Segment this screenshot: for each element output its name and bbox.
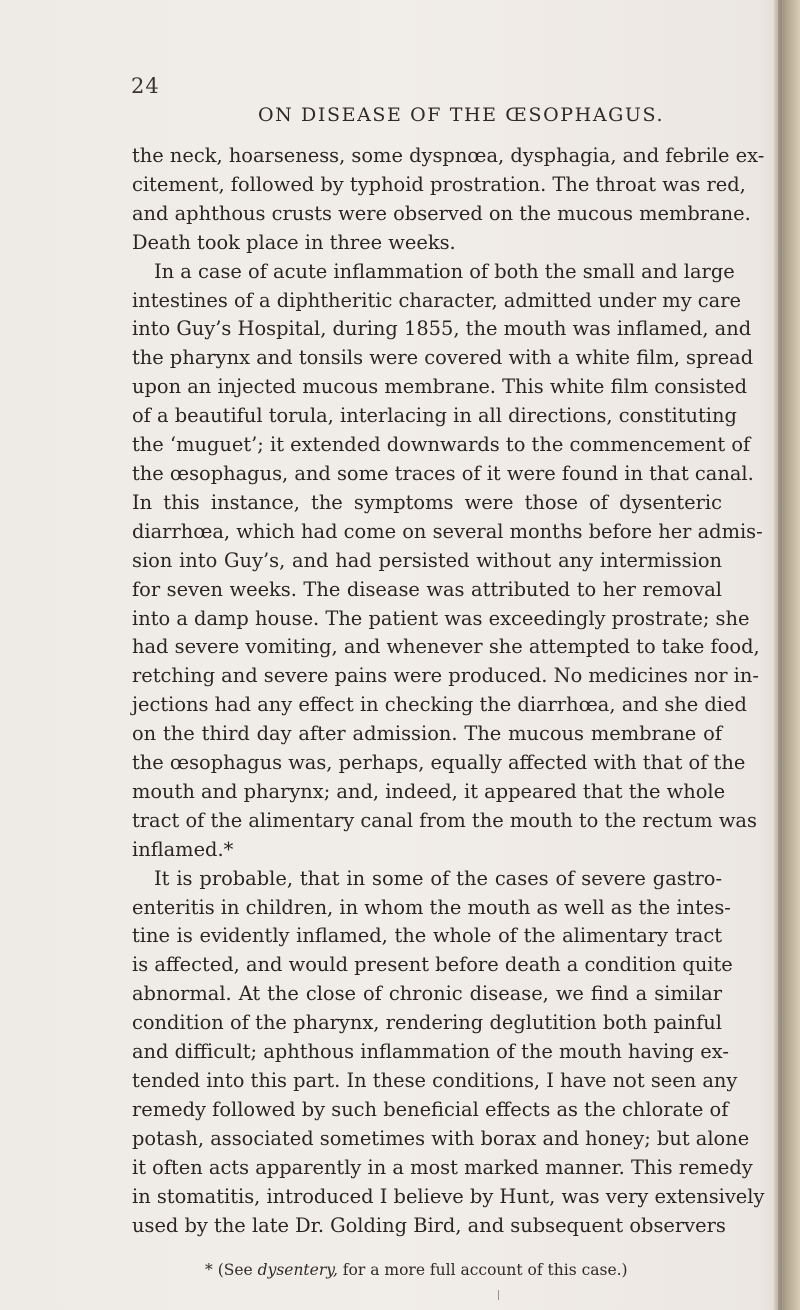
text-line: citement, followed by typhoid prostration. The throat was red, — [132, 172, 746, 196]
text-line: jections had any effect in checking the diarrhœa, and she died — [132, 693, 747, 717]
text-line: diarrhœa, which had come on several months before her admis- — [132, 519, 763, 543]
text-line: In a case of acute inflammation of both the small and large — [154, 259, 735, 283]
text-line: the neck, hoarseness, some dyspnœa, dysphagia, and febrile ex- — [132, 144, 765, 167]
binding-shadow — [778, 0, 782, 1310]
footnote-marker: * — [205, 1261, 213, 1279]
text-line: for seven weeks. The disease was attributed to her removal — [132, 577, 722, 601]
text-line: sion into Guy’s, and had persisted without any intermission — [132, 548, 722, 572]
text-line: is affected, and would present before death a condition quite — [132, 953, 733, 977]
print-mark — [498, 1290, 499, 1300]
text-line: used by the late Dr. Golding Bird, and subsequent observers — [132, 1213, 726, 1237]
text-line: and difficult; aphthous inflammation of the mouth having ex- — [132, 1040, 729, 1064]
text-line: mouth and pharynx; and, indeed, it appeared that the whole — [132, 779, 726, 803]
text-line: retching and severe pains were produced. No medicines nor in- — [132, 664, 759, 688]
text-line: into a damp house. The patient was exceedingly prostrate; she — [132, 606, 750, 630]
text-line: enteritis in children, in whom the mouth as well as the intes- — [132, 895, 731, 919]
text-line: it often acts apparently in a most marked manner. This remedy — [132, 1155, 753, 1179]
text-line: It is probable, that in some of the cases of severe gastro- — [154, 866, 722, 890]
text-line: in stomatitis, introduced I believe by Hunt, was very extensively — [132, 1184, 765, 1208]
text-line: intestines of a diphtheritic character, admitted under my care — [132, 288, 741, 312]
text-line: remedy followed by such beneficial effects as the chlorate of — [132, 1097, 729, 1121]
text-line: of a beautiful torula, interlacing in all directions, constituting — [132, 404, 737, 428]
page-number: 24 — [131, 74, 160, 98]
footnote-text-start: (See — [217, 1261, 258, 1279]
footnote-text-end: for a more full account of this case.) — [337, 1261, 628, 1279]
text-line: had severe vomiting, and whenever she attempted to take food, — [132, 635, 760, 659]
text-line: into Guy’s Hospital, during 1855, the mouth was inflamed, and — [132, 317, 752, 341]
text-line: upon an injected mucous membrane. This white film consisted — [132, 375, 748, 399]
text-line: inflamed.* — [132, 837, 234, 861]
text-line: In this instance, the symptoms were those of dysenteric — [132, 490, 722, 514]
text-line: potash, associated sometimes with borax and honey; but alone — [132, 1126, 750, 1150]
text-line: the œsophagus was, perhaps, equally affected with that of the — [132, 751, 746, 775]
text-line: the œsophagus, and some traces of it were found in that canal. — [132, 461, 754, 485]
running-title: ON DISEASE OF THE ŒSOPHAGUS. — [258, 104, 665, 126]
text-line: tended into this part. In these conditions, I have not seen any — [132, 1069, 738, 1092]
text-line: the pharynx and tonsils were covered with a white film, spread — [132, 346, 754, 370]
text-line: on the third day after admission. The mucous membrane of — [132, 722, 722, 746]
text-line: tract of the alimentary canal from the mouth to the rectum was — [132, 808, 757, 832]
text-line: condition of the pharynx, rendering deglutition both painful — [132, 1011, 722, 1035]
text-line: and aphthous crusts were observed on the mucous membrane. — [132, 201, 751, 225]
text-line: the ‘muguet’; it extended downwards to the commencement of — [132, 433, 751, 457]
body-text — [132, 142, 765, 1240]
text-line: abnormal. At the close of chronic disease, we find a similar — [132, 982, 722, 1006]
footnote — [205, 1261, 628, 1279]
text-line: Death took place in three weeks. — [132, 230, 456, 254]
text-line: tine is evidently inflamed, the whole of the alimentary tract — [132, 924, 722, 948]
footnote-italic-term: dysentery, — [257, 1261, 338, 1279]
